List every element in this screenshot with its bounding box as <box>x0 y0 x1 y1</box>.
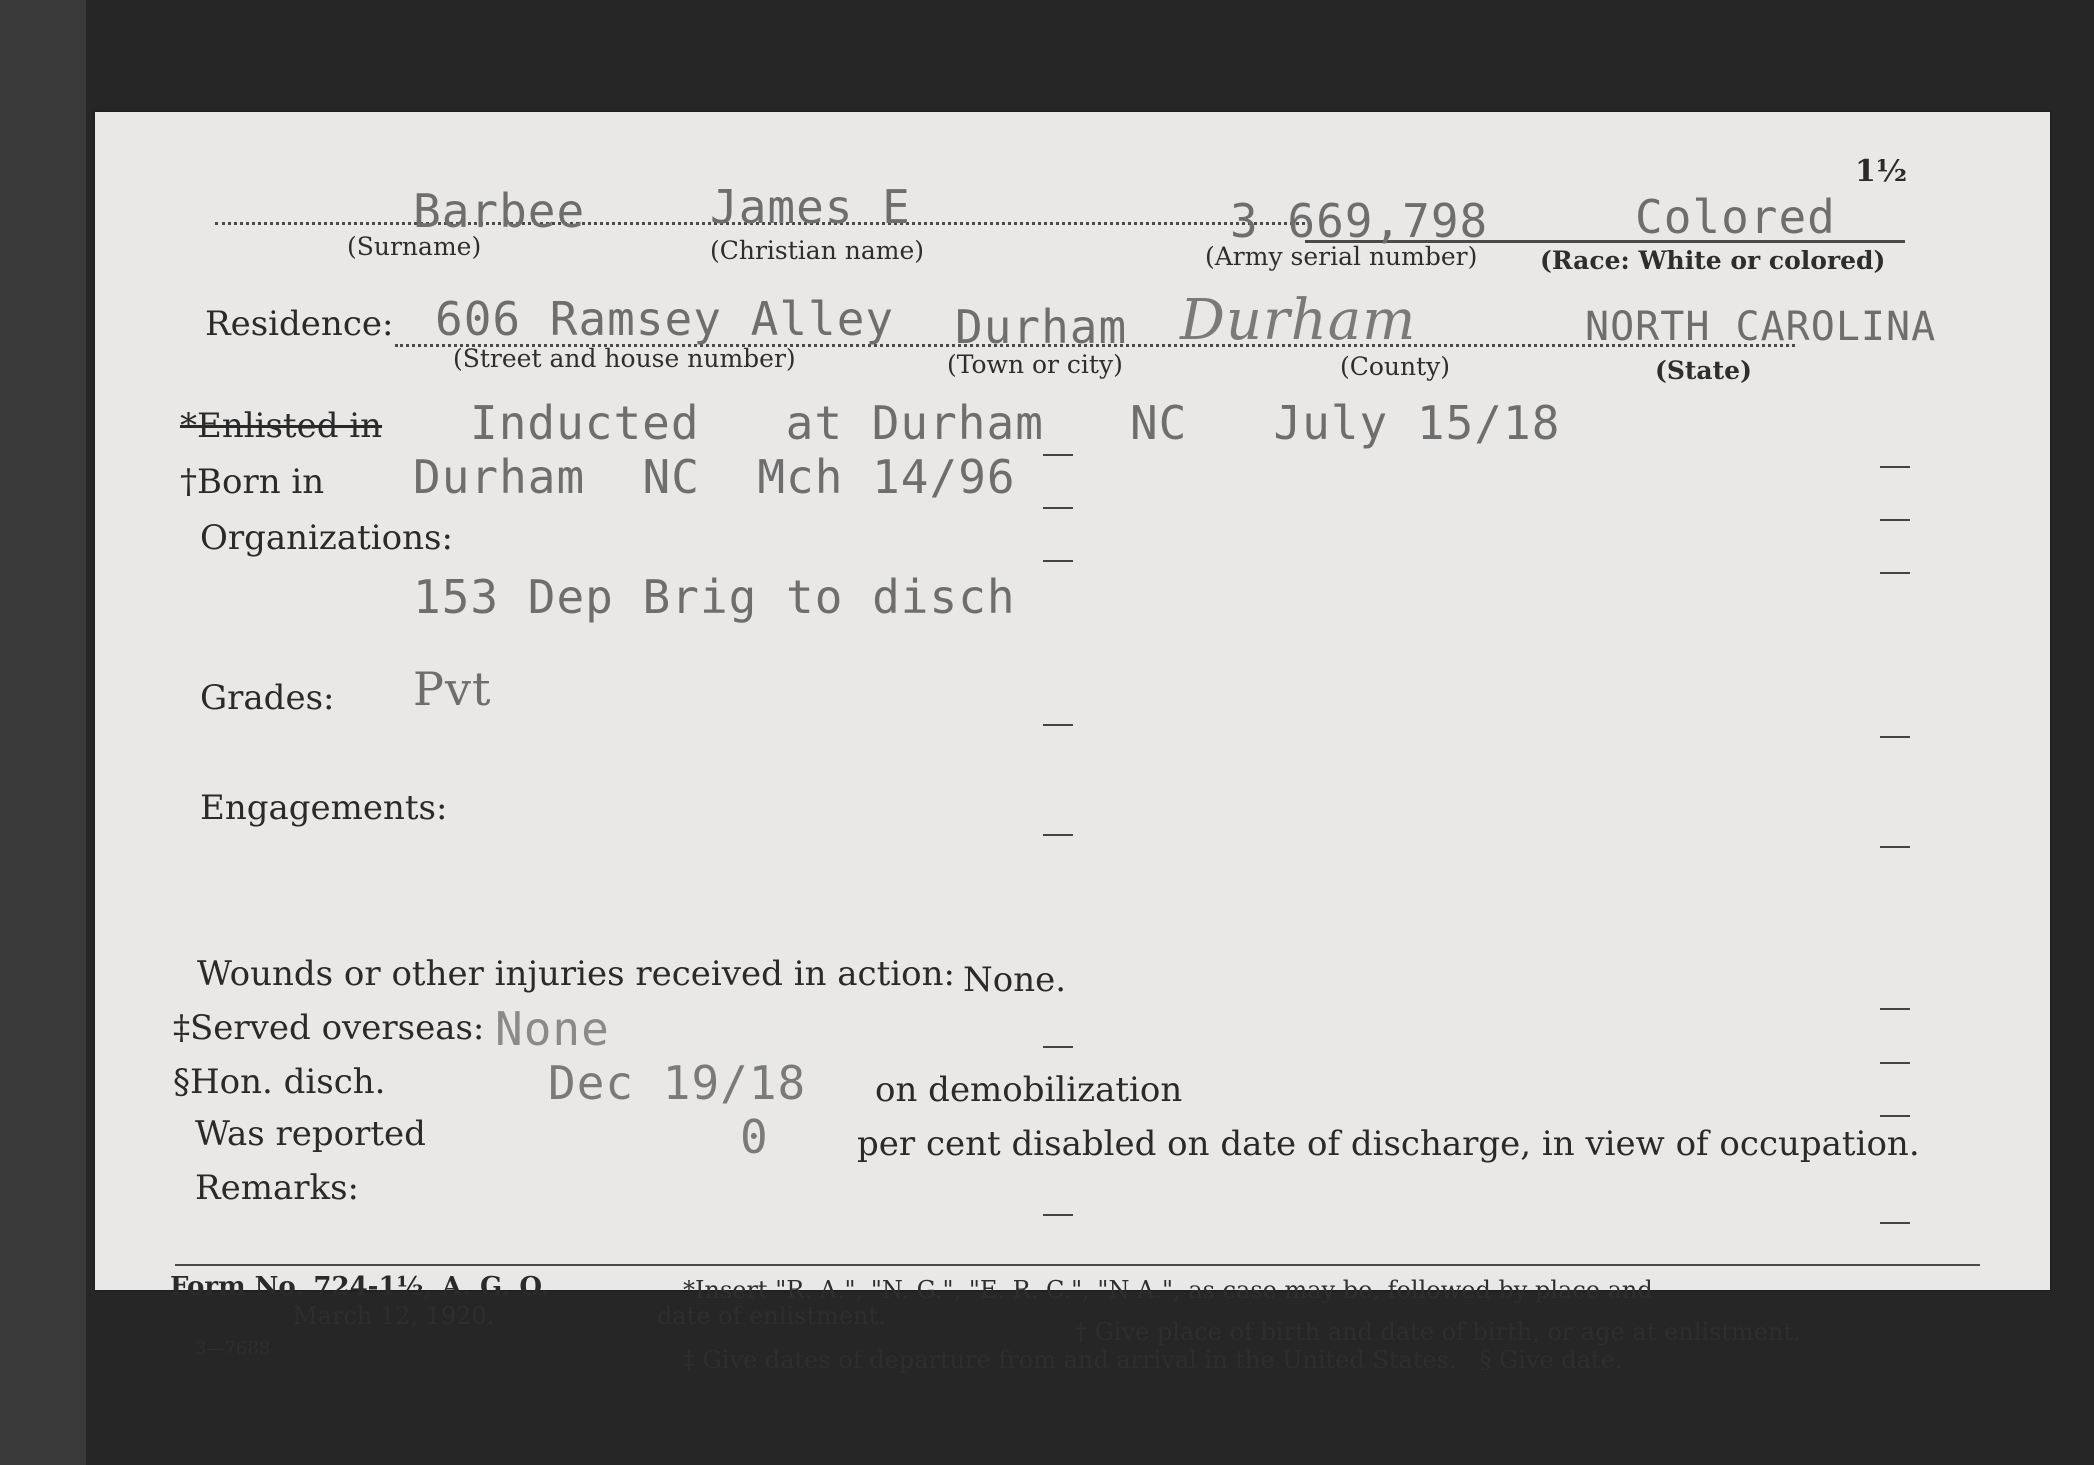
christian-name-value: James E <box>710 180 911 234</box>
footnote-enlisted: *Insert "R. A.", "N. G.", "E. R. C.", "N A.", as case may be, followed by place and <box>683 1276 1653 1304</box>
grades-label: Grades: <box>200 678 335 718</box>
dash-mark <box>1043 1214 1073 1216</box>
reported-value: 0 <box>740 1110 769 1164</box>
dash-mark <box>1880 1222 1910 1224</box>
card-fraction: 1½ <box>1855 154 1908 189</box>
town-value: Durham <box>955 300 1128 354</box>
footnote-birth: † Give place of birth and date of birth, or age at enlistment. <box>1075 1318 1801 1346</box>
dash-mark <box>1043 834 1073 836</box>
dash-mark <box>1880 466 1910 468</box>
discharge-label: §Hon. disch. <box>173 1062 386 1102</box>
dash-mark <box>1880 1008 1910 1010</box>
county-caption: (County) <box>1340 352 1451 381</box>
town-caption: (Town or city) <box>947 350 1123 379</box>
dash-mark <box>1043 724 1073 726</box>
christian-name-caption: (Christian name) <box>710 236 925 265</box>
residence-label: Residence: <box>205 304 394 344</box>
surname-value: Barbee <box>413 184 586 238</box>
form-code: 3—7688 <box>195 1338 271 1359</box>
dash-mark <box>1043 560 1073 562</box>
dash-mark <box>1043 507 1073 509</box>
footer-rule <box>175 1264 1980 1266</box>
wounds-label: Wounds or other injuries received in action: <box>197 954 955 994</box>
footnote-overseas: ‡ Give dates of departure from and arrival in the United States. § Give date. <box>683 1346 1623 1374</box>
service-card <box>95 112 2050 1374</box>
dash-mark <box>1880 572 1910 574</box>
street-value: 606 Ramsey Alley <box>435 292 895 346</box>
grades-value: Pvt <box>413 662 492 716</box>
state-value: NORTH CAROLINA <box>1585 304 1937 350</box>
enlisted-value: Inducted at Durham NC July 15/18 <box>470 396 1561 450</box>
surname-caption: (Surname) <box>347 232 482 261</box>
race-caption: (Race: White or colored) <box>1540 246 1886 275</box>
organizations-label: Organizations: <box>200 518 453 558</box>
discharge-reason: on demobilization <box>875 1070 1183 1110</box>
county-value: Durham <box>1180 288 1417 353</box>
wounds-value: None. <box>963 960 1067 1000</box>
dash-mark <box>1880 519 1910 521</box>
scan-border <box>0 0 86 1465</box>
form-date: March 12, 1920. <box>293 1302 495 1330</box>
reported-label: Was reported <box>195 1114 426 1154</box>
race-value: Colored <box>1635 190 1836 244</box>
engagements-label: Engagements: <box>200 788 448 828</box>
born-label: †Born in <box>180 462 325 502</box>
enlisted-label: *Enlisted in <box>180 406 383 446</box>
served-overseas-value: None <box>495 1002 610 1056</box>
remarks-label: Remarks: <box>195 1168 359 1208</box>
state-caption: (State) <box>1655 356 1752 385</box>
serial-number-value: 3 669,798 <box>1230 194 1489 248</box>
form-number: Form No. 724-1½, A. G. O. <box>170 1272 550 1302</box>
organizations-value: 153 Dep Brig to disch <box>413 570 1016 624</box>
dash-mark <box>1043 1046 1073 1048</box>
reported-suffix: per cent disabled on date of discharge, in view of occupation. <box>857 1124 1920 1164</box>
dash-mark <box>1043 454 1073 456</box>
dash-mark <box>1880 1115 1910 1117</box>
discharge-date: Dec 19/18 <box>548 1056 807 1110</box>
served-overseas-label: ‡Served overseas: <box>173 1008 485 1048</box>
serial-number-caption: (Army serial number) <box>1205 242 1478 271</box>
dash-mark <box>1880 736 1910 738</box>
footnote-enlisted-2: date of enlistment. <box>657 1302 886 1330</box>
born-value: Durham NC Mch 14/96 <box>413 450 1016 504</box>
dash-mark <box>1880 846 1910 848</box>
dash-mark <box>1880 1062 1910 1064</box>
street-caption: (Street and house number) <box>453 344 796 373</box>
